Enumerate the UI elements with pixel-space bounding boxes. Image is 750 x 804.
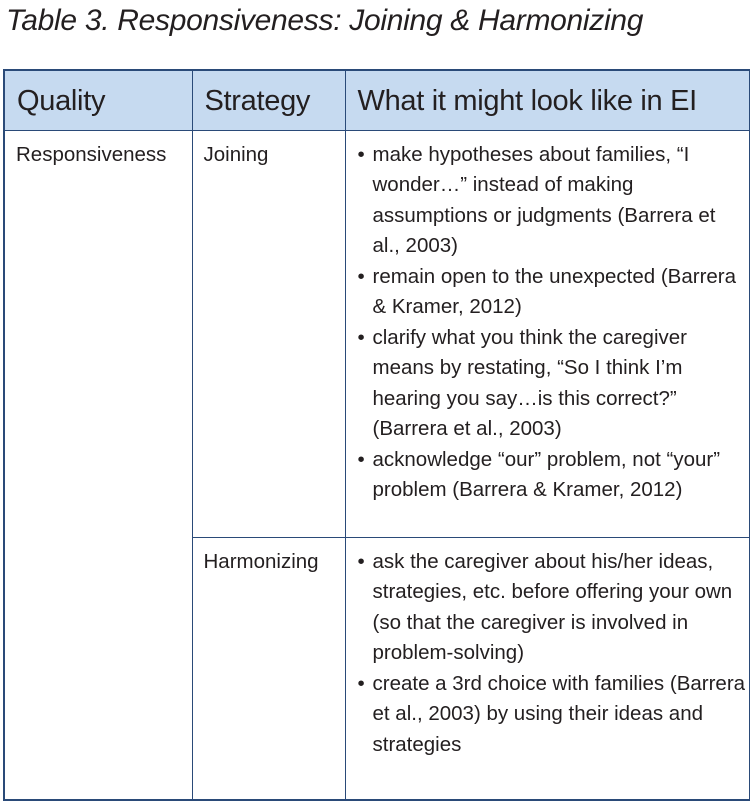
list-item: • remain open to the unexpected (Barrera & Kramer, 2012) [358, 262, 748, 323]
list-item: • make hypotheses about families, “I wonder…” instead of making assumptions or judgments (Barrera et al., 2003) [358, 140, 748, 262]
column-header-strategy: Strategy [192, 70, 345, 130]
strategy-cell-joining: Joining [192, 130, 345, 537]
list-item: • create a 3rd choice with families (Barrera et al., 2003) by using their ideas and strategies [358, 669, 748, 761]
list-item: • acknowledge “our” problem, not “your” problem (Barrera & Kramer, 2012) [358, 445, 748, 506]
strategy-cell-harmonizing: Harmonizing [192, 537, 345, 800]
examples-cell-harmonizing [345, 537, 750, 800]
bullet-list-harmonizing [358, 547, 748, 761]
table-caption: Table 3. Responsiveness: Joining & Harmonizing [6, 4, 644, 37]
table-header-row [4, 70, 750, 130]
bullet-list-joining [358, 140, 748, 506]
examples-cell-joining [345, 130, 750, 537]
column-header-quality: Quality [4, 70, 192, 130]
list-item: • ask the caregiver about his/her ideas, strategies, etc. before offering your own (so that the caregiver is involved in problem-solving) [358, 547, 748, 669]
list-item: • clarify what you think the caregiver means by restating, “So I think I’m hearing you say…is this correct?” (Barrera et al., 2003) [358, 323, 748, 445]
column-header-what-it-might-look-like: What it might look like in EI [345, 70, 750, 130]
quality-cell: Responsiveness [4, 130, 192, 800]
table-row-joining [4, 130, 750, 537]
responsiveness-table [3, 69, 750, 801]
